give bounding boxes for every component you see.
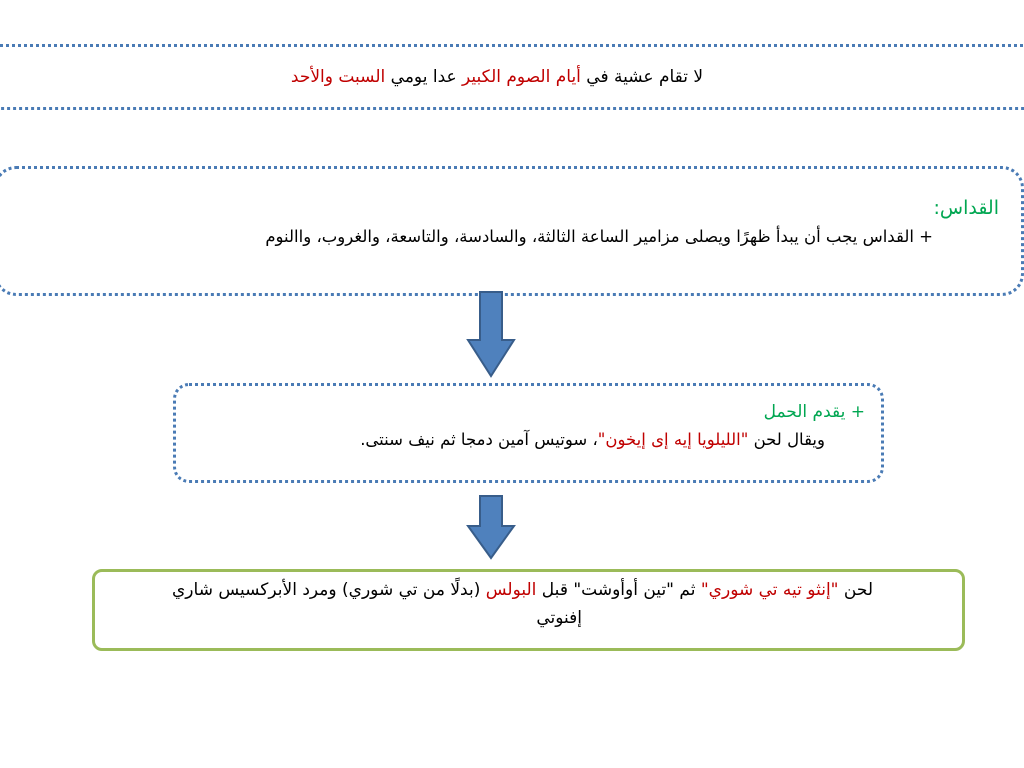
down-arrow-icon — [466, 290, 516, 378]
lamb-heading: + يقدم الحمل — [763, 402, 865, 422]
lamb-prefix: ويقال لحن — [748, 430, 825, 449]
liturgy-heading: القداس: — [933, 197, 999, 219]
final-prefix: لحن — [838, 580, 873, 600]
final-middle: ثم "تين أوأوشت" قبل — [536, 580, 701, 600]
final-hymn-1: "إنثو تيه تي شوري" — [700, 580, 839, 600]
note-box — [0, 44, 1024, 110]
final-line-1 — [95, 580, 950, 600]
down-arrow-icon — [466, 494, 516, 560]
note-highlight-lent: أيام الصوم الكبير — [462, 67, 581, 87]
note-middle: عدا يومي — [385, 67, 463, 87]
lamb-suffix: ، سوتيس آمين دمجا ثم نيف سنتى. — [360, 430, 598, 449]
lamb-hymn: "الليلويا إيه إى إيخون" — [597, 430, 749, 449]
note-prefix: لا تقام عشية في — [580, 67, 704, 87]
note-text — [0, 67, 1024, 87]
final-hymn-box — [92, 569, 965, 651]
lamb-text — [176, 430, 825, 449]
final-hymn-2: البولس — [485, 580, 537, 600]
lamb-box — [173, 383, 884, 483]
liturgy-box — [0, 166, 1024, 296]
final-line-2: إفنوتي — [536, 608, 582, 628]
liturgy-text: + القداس يجب أن يبدأ ظهرًا ويصلى مزامير الساعة الثالثة، والسادسة، والتاسعة، والغروب، واالنوم — [265, 227, 933, 246]
final-suffix: (بدلًا من تي شوري) ومرد الأبركسيس شاري — [172, 580, 486, 600]
note-highlight-weekend: السبت والأحد — [290, 67, 386, 87]
